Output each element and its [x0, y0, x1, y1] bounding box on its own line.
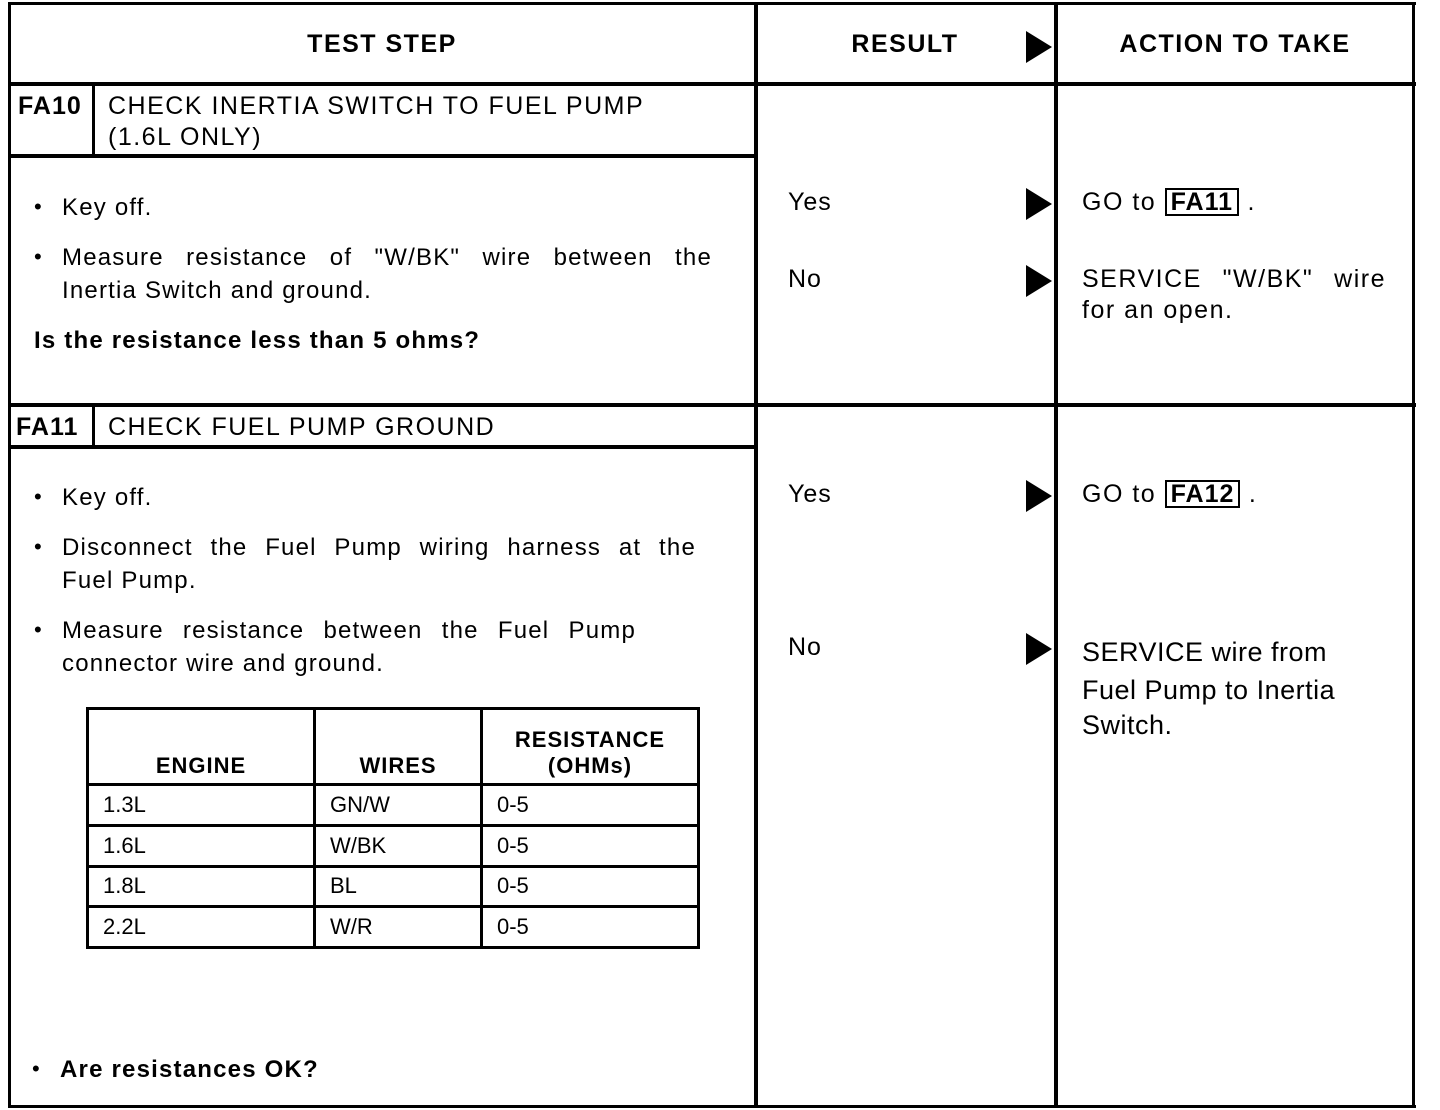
fa10-question: Is the resistance less than 5 ohms?	[34, 327, 481, 354]
fa11-action-yes-suffix: .	[1248, 480, 1258, 508]
fa10-action-yes-prefix: GO to	[1082, 188, 1157, 216]
frame-left	[8, 2, 11, 1108]
fa11-action-no-line2: Fuel Pump to Inertia	[1082, 675, 1336, 705]
fa11-title: CHECK FUEL PUMP GROUND	[108, 413, 496, 441]
fa10-bullet1: Key off.	[62, 194, 153, 221]
col-resistance-header	[482, 709, 699, 785]
fa11-bullet1-dot: •	[34, 484, 42, 509]
fa10-heading-bottom	[8, 154, 756, 158]
fa11-action-no-line1: SERVICE wire from	[1082, 637, 1328, 667]
fa10-bullet2-line1: Measure resistance of "W/BK" wire between the	[62, 244, 712, 271]
fa10-result-no: No	[788, 265, 822, 293]
fa11-bullet3-dot: •	[34, 617, 42, 642]
fa10-bullet1-dot: •	[34, 194, 42, 219]
fa11-action-yes	[1082, 479, 1257, 510]
fa11-no-arrow-icon	[1026, 633, 1052, 665]
fa11-bullet2-line1: Disconnect the Fuel Pump wiring harness at the	[62, 534, 696, 561]
cell-resistance: 0-5	[482, 907, 699, 948]
cell-wires: GN/W	[315, 785, 482, 826]
cell-wires: W/BK	[315, 825, 482, 866]
table-row	[88, 785, 699, 826]
fa11-bullet3-line1: Measure resistance between the Fuel Pump	[62, 617, 636, 644]
col-engine-header: ENGINE	[88, 709, 315, 785]
fa10-title-line1: CHECK INERTIA SWITCH TO FUEL PUMP	[108, 92, 645, 120]
fa10-yes-arrow-icon	[1026, 188, 1052, 220]
fa10-goto-ref[interactable]: FA11	[1165, 188, 1239, 216]
resistance-table	[86, 707, 700, 949]
fa10-step-id: FA10	[18, 92, 82, 120]
frame-top	[8, 2, 1416, 5]
fa11-result-no: No	[788, 633, 822, 661]
fa11-question-dot: •	[32, 1056, 40, 1081]
fa11-bullet1: Key off.	[62, 484, 153, 511]
col-resistance-line2: (OHMs)	[547, 753, 633, 779]
table-row	[88, 825, 699, 866]
cell-resistance: 0-5	[482, 866, 699, 907]
fa11-goto-ref[interactable]: FA12	[1165, 480, 1241, 508]
header-action: ACTION TO TAKE	[1119, 30, 1351, 58]
fa10-bullet2-line2: Inertia Switch and ground.	[62, 277, 373, 304]
cell-resistance: 0-5	[482, 825, 699, 866]
fa10-action-yes	[1082, 187, 1256, 218]
fa11-question: Are resistances OK?	[60, 1056, 319, 1083]
header-arrow-icon	[1026, 31, 1052, 63]
frame-bottom	[8, 1105, 1416, 1108]
header-bottom	[8, 82, 1416, 86]
table-row	[88, 907, 699, 948]
fa10-result-yes: Yes	[788, 188, 832, 216]
cell-engine: 1.8L	[88, 866, 315, 907]
fa11-yes-arrow-icon	[1026, 480, 1052, 512]
fa11-result-yes: Yes	[788, 480, 832, 508]
fa11-id-divider	[92, 405, 95, 447]
fa11-action-yes-prefix: GO to	[1082, 480, 1157, 508]
fa10-no-arrow-icon	[1026, 265, 1052, 297]
fa11-heading-bottom	[8, 445, 756, 449]
cell-resistance: 0-5	[482, 785, 699, 826]
divider-result	[754, 2, 758, 1108]
table-row	[88, 866, 699, 907]
frame-right	[1412, 2, 1415, 1108]
fa11-bullet2-line2: Fuel Pump.	[62, 567, 197, 594]
fa11-step-id: FA11	[16, 413, 79, 441]
col-wires-header: WIRES	[315, 709, 482, 785]
header-test-step: TEST STEP	[307, 30, 457, 58]
fa11-bullet3-line2: connector wire and ground.	[62, 650, 385, 677]
cell-wires: BL	[315, 866, 482, 907]
fa10-id-divider	[92, 84, 95, 156]
header-result: RESULT	[851, 30, 959, 58]
cell-engine: 1.3L	[88, 785, 315, 826]
cell-engine: 1.6L	[88, 825, 315, 866]
section-divider	[8, 403, 1416, 407]
fa10-action-yes-suffix: .	[1247, 188, 1256, 216]
fa10-title-line2: (1.6L ONLY)	[108, 123, 263, 151]
col-resistance-line1: RESISTANCE	[514, 727, 666, 753]
divider-action	[1054, 2, 1058, 1108]
fa10-action-no-line1: SERVICE "W/BK" wire	[1082, 265, 1386, 293]
fa10-bullet2-dot: •	[34, 244, 42, 269]
fa11-bullet2-dot: •	[34, 534, 42, 559]
cell-wires: W/R	[315, 907, 482, 948]
table-header-row	[88, 709, 699, 785]
fa11-action-no-line3: Switch.	[1082, 710, 1173, 740]
cell-engine: 2.2L	[88, 907, 315, 948]
fa10-action-no-line2: for an open.	[1082, 296, 1234, 324]
